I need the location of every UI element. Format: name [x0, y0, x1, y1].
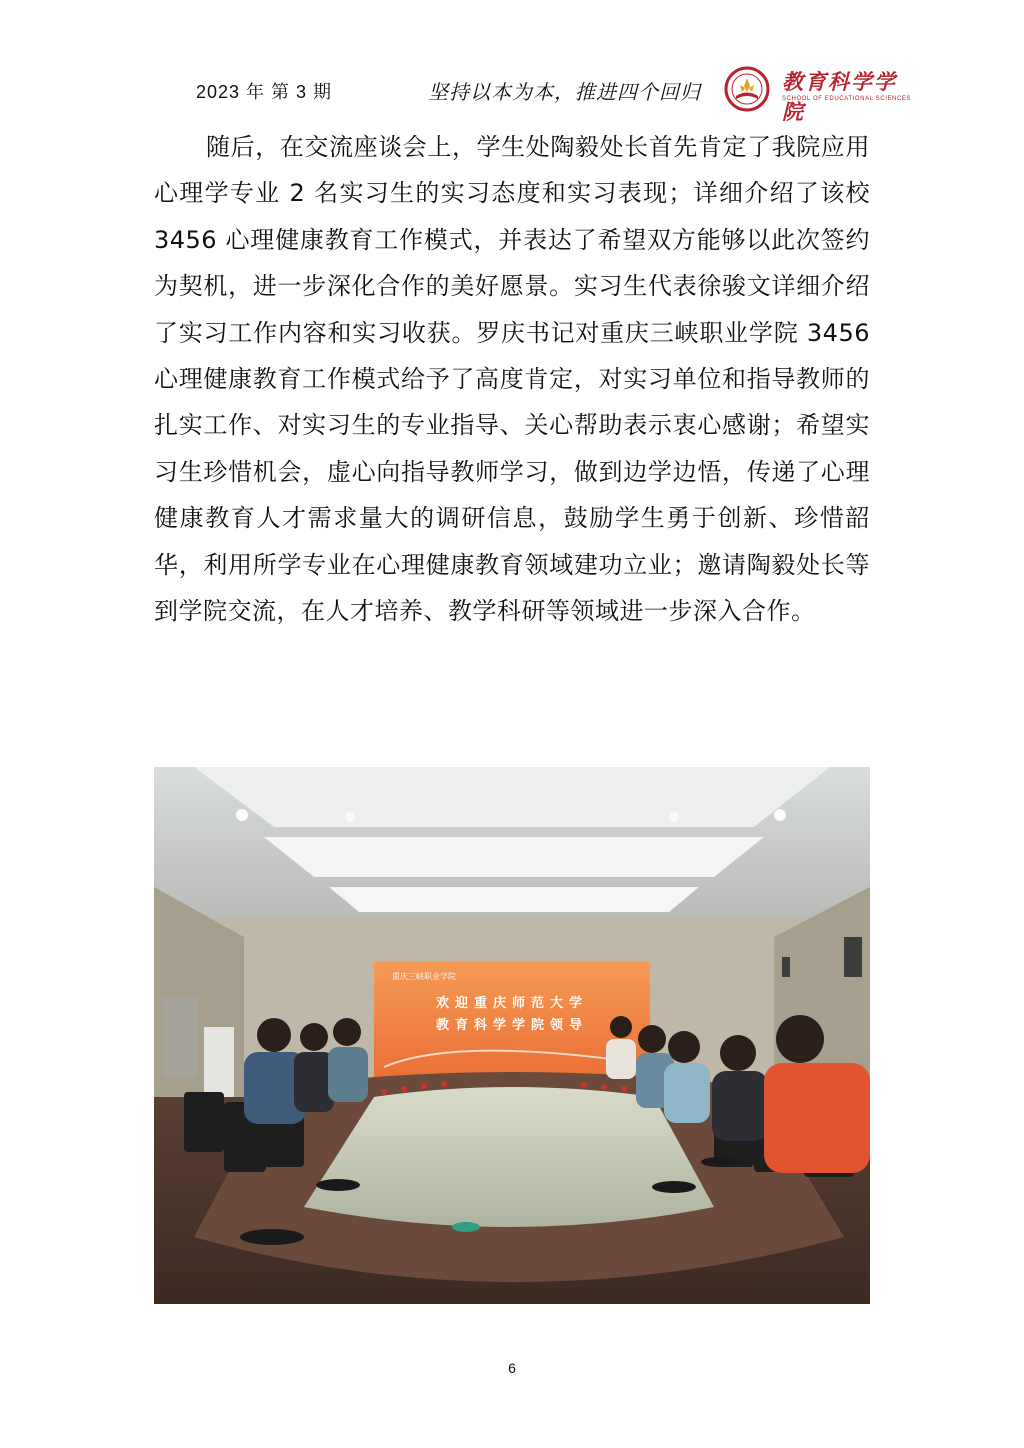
school-seal-icon [724, 66, 770, 112]
meeting-room-illustration [154, 767, 870, 1304]
meeting-photo [154, 767, 870, 1304]
screen-header-text: 重庆三峡职业学院 [392, 972, 456, 981]
school-logo [724, 62, 912, 124]
issue-label: 2023 年 第 3 期 [196, 82, 333, 102]
page-number: 6 [508, 1360, 516, 1376]
page-header [0, 60, 1024, 124]
motto-text: 坚持以本为本，推进四个回归 [428, 80, 701, 104]
logo-school-name: 教育科学学院 [782, 69, 897, 124]
logo-school-subtitle: SCHOOL OF EDUCATIONAL SCIENCES [782, 96, 912, 102]
screen-line-2: 教育科学学院领导 [435, 1018, 589, 1033]
screen-line-1: 欢迎重庆师范大学 [435, 996, 589, 1011]
article-paragraph: 随后，在交流座谈会上，学生处陶毅处长首先肯定了我院应用心理学专业 2 名实习生的实习态度和实习表现；详细介绍了该校 3456 心理健康教育工作模式，并表达了希望双方能够以此次签约为契机，进一步深化合作的美好愿景。实习生代表徐骏文详细介绍了实习工作内容和实习收获。罗庆书记对重庆三峡职业学院 3456 心理健康教育工作模式给予了高度肯定，对实习单位和指导教师的扎实工作、对实习生的专业指导、关心帮助表示衷心感谢；希望实习生珍惜机会，虚心向指导教师学习，做到边学边悟，传递了心理健康教育人才需求量大的调研信息，鼓励学生勇于创新、珍惜韶华，利用所学专业在心理健康教育领域建功立业；邀请陶毅处长等到学院交流，在人才培养、教学科研等领域进一步深入合作。 [154, 133, 870, 626]
